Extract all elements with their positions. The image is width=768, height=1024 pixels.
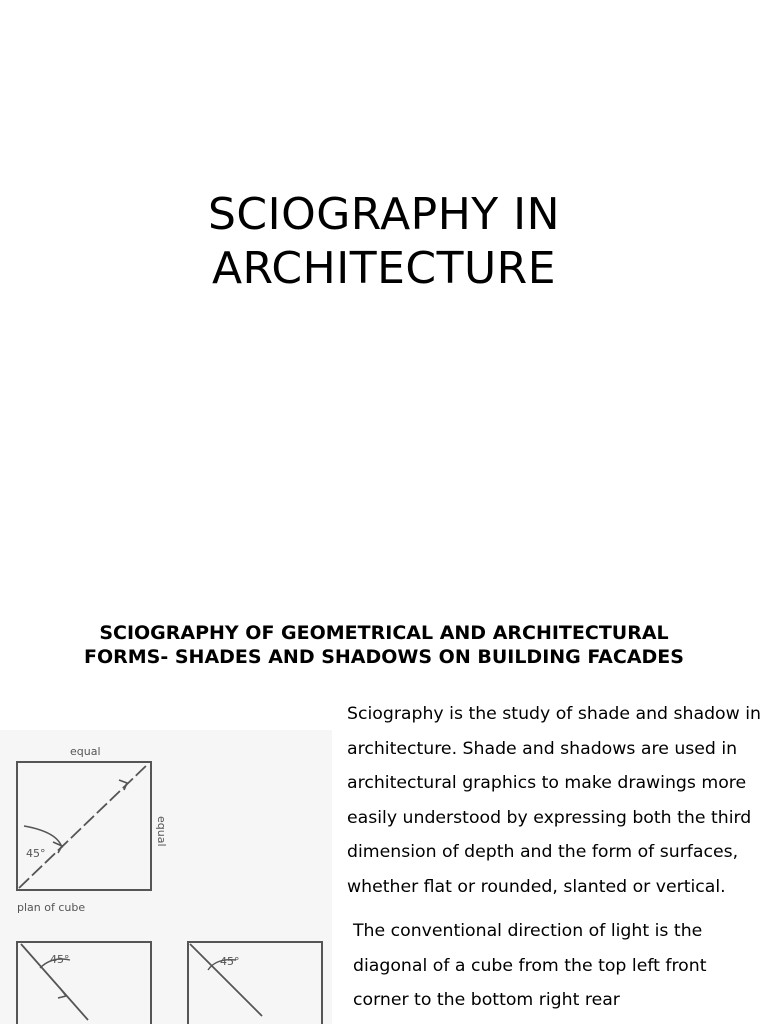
body-paragraph-1: Sciography is the study of shade and shadow in architecture. Shade and shadows are used in architectural graphics to make drawings more easily understood by expressing both the third dimension of depth and the form of surfaces, whether flat or rounded, slanted or vertical. <box>347 704 761 897</box>
title-line-1: SCIOGRAPHY IN <box>207 189 561 240</box>
body-paragraph-2: The conventional direction of light is the diagonal of a cube from the top left front corner to the bottom right rear <box>353 921 707 1010</box>
heading-line-1: SCIOGRAPHY OF GEOMETRICAL AND ARCHITECTURAL <box>99 622 669 644</box>
heading-line-2: FORMS- SHADES AND SHADOWS ON BUILDING FACADES <box>84 646 684 668</box>
title-line-2: ARCHITECTURE <box>211 243 557 294</box>
lower-right-angle-label: 45° <box>220 955 240 968</box>
label-angle: 45° <box>26 847 46 860</box>
label-plan-of-cube: plan of cube <box>17 901 86 914</box>
slide-title <box>0 188 768 296</box>
cube-diagram-figure <box>0 730 332 1024</box>
lower-cube-left <box>17 942 151 1024</box>
label-equal-top: equal <box>70 745 101 758</box>
lower-cube-right <box>188 942 322 1024</box>
angle-arc <box>24 826 62 848</box>
section-heading <box>20 621 748 669</box>
diagonal-light-ray <box>19 764 148 888</box>
lower-left-angle-label: 45° <box>50 953 70 966</box>
label-equal-side: equal <box>155 816 168 847</box>
cube-diagram <box>0 730 332 1024</box>
arrow-head <box>119 780 127 790</box>
